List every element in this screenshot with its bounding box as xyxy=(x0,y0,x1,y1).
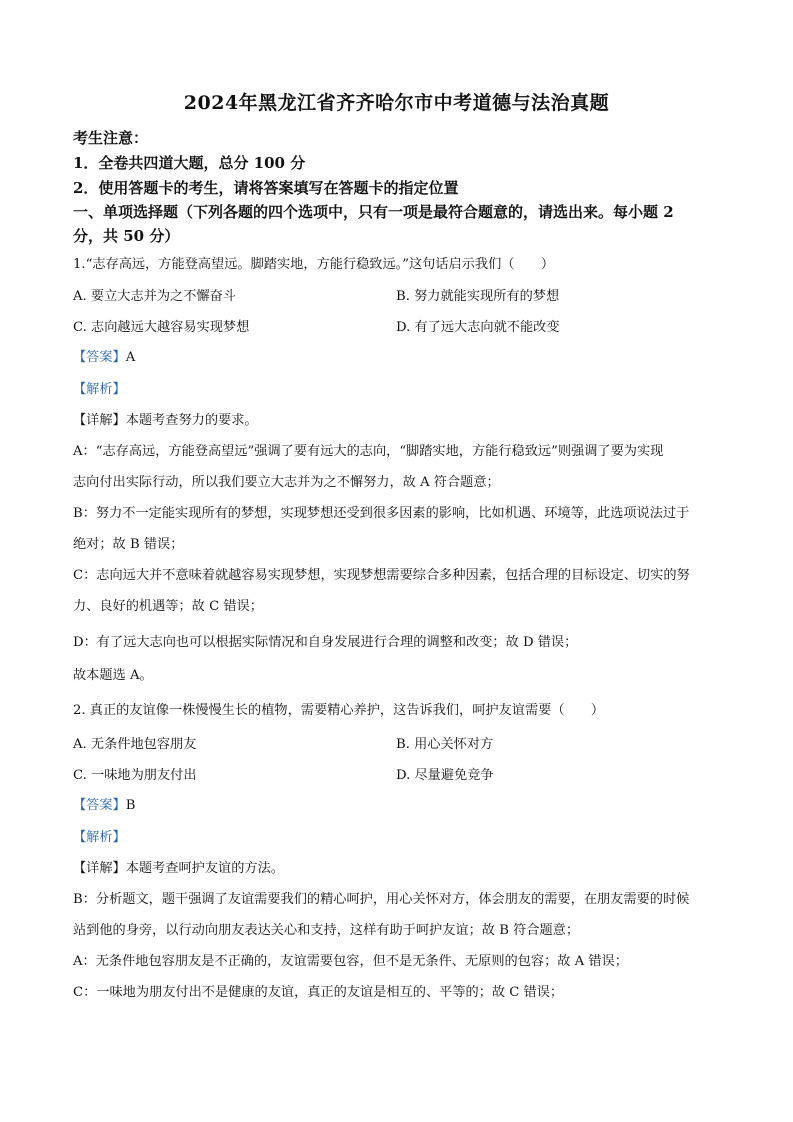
q2-detail-tag: 【详解】 xyxy=(73,861,126,876)
q2-option-c: C. 一味地为朋友付出 xyxy=(73,768,197,783)
q1-option-b: B. 努力就能实现所有的梦想 xyxy=(396,289,560,304)
q2-detail-text: 本题考查呵护友谊的方法。 xyxy=(125,861,284,876)
q1-answer-value: A xyxy=(125,350,136,365)
q2-explanation-b-line-2: 站到他的身旁，以行动向朋友表达关心和支持，这样有助于呵护友谊；故 B 符合题意； xyxy=(73,923,580,938)
section-heading-line-2: 分，共 50 分） xyxy=(73,227,180,245)
q2-answer-value: B xyxy=(125,798,136,813)
q2-answer xyxy=(73,794,135,813)
q2-stem: 2. 真正的友谊像一株慢慢生长的植物，需要精心养护，这告诉我们，呵护友谊需要（ ） xyxy=(73,703,605,718)
notice-item-2: 2．使用答题卡的考生，请将答案填写在答题卡的指定位置 xyxy=(73,179,459,197)
q1-stem: 1.“志存高远，方能登高望远。脚踏实地，方能行稳致远。”这句话启示我们（ ） xyxy=(73,257,555,272)
q1-detail-tag: 【详解】 xyxy=(73,413,126,428)
q1-explanation-c-line-2: 力、良好的机遇等；故 C 错误； xyxy=(73,599,263,614)
q1-option-d: D. 有了远大志向就不能改变 xyxy=(396,320,560,335)
q1-detail xyxy=(73,409,258,428)
q1-explanation-a-line-1: A：“志存高远，方能登高望远”强调了要有远大的志向，“脚踏实地，方能行稳致远”则强调了要为实现 xyxy=(73,444,664,459)
q2-option-a: A. 无条件地包容朋友 xyxy=(73,737,197,752)
section-heading-line-1: 一、单项选择题（下列各题的四个选项中，只有一项是最符合题意的，请选出来。每小题 2 xyxy=(73,203,674,221)
q2-explanation-c: C：一味地为朋友付出不是健康的友谊，真正的友谊是相互的、平等的；故 C 错误； xyxy=(73,985,564,1000)
q1-analysis-tag: 【解析】 xyxy=(73,382,126,397)
q2-option-b: B. 用心关怀对方 xyxy=(396,737,494,752)
q2-explanation-a: A：无条件地包容朋友是不正确的，友谊需要包容，但不是无条件、无原则的包容；故 A 错误； xyxy=(73,954,628,969)
q2-answer-tag: 【答案】 xyxy=(73,798,126,813)
q1-answer-tag: 【答案】 xyxy=(73,350,126,365)
q1-option-a: A. 要立大志并为之不懈奋斗 xyxy=(73,289,236,304)
q1-option-c: C. 志向越远大越容易实现梦想 xyxy=(73,320,250,335)
notice-item-1: 1．全卷共四道大题，总分 100 分 xyxy=(73,154,306,172)
q1-explanation-d: D：有了远大志向也可以根据实际情况和自身发展进行合理的调整和改变；故 D 错误； xyxy=(73,635,578,650)
q1-conclusion: 故本题选 A。 xyxy=(73,668,153,683)
q1-detail-text: 本题考查努力的要求。 xyxy=(125,413,258,428)
q1-explanation-b-line-2: 绝对；故 B 错误； xyxy=(73,537,184,552)
q1-explanation-b-line-1: B：努力不一定能实现所有的梦想，实现梦想还受到很多因素的影响，比如机遇、环境等，此选项说法过于 xyxy=(73,506,690,521)
q2-analysis-tag: 【解析】 xyxy=(73,830,126,845)
q1-explanation-a-line-2: 志向付出实际行动，所以我们要立大志并为之不懈努力，故 A 符合题意； xyxy=(73,475,500,490)
q2-detail xyxy=(73,857,284,876)
document-title: 2024年黑龙江省齐齐哈尔市中考道德与法治真题 xyxy=(183,92,610,114)
q2-option-d: D. 尽量避免竞争 xyxy=(396,768,494,783)
notice-heading: 考生注意： xyxy=(73,129,149,147)
q1-explanation-c-line-1: C：志向远大并不意味着就越容易实现梦想，实现梦想需要综合多种因素，包括合理的目标设定、切实的努 xyxy=(73,568,690,583)
q1-answer xyxy=(73,346,135,365)
q2-explanation-b-line-1: B：分析题文，题干强调了友谊需要我们的精心呵护，用心关怀对方，体会朋友的需要，在朋友需要的时候 xyxy=(73,892,690,907)
